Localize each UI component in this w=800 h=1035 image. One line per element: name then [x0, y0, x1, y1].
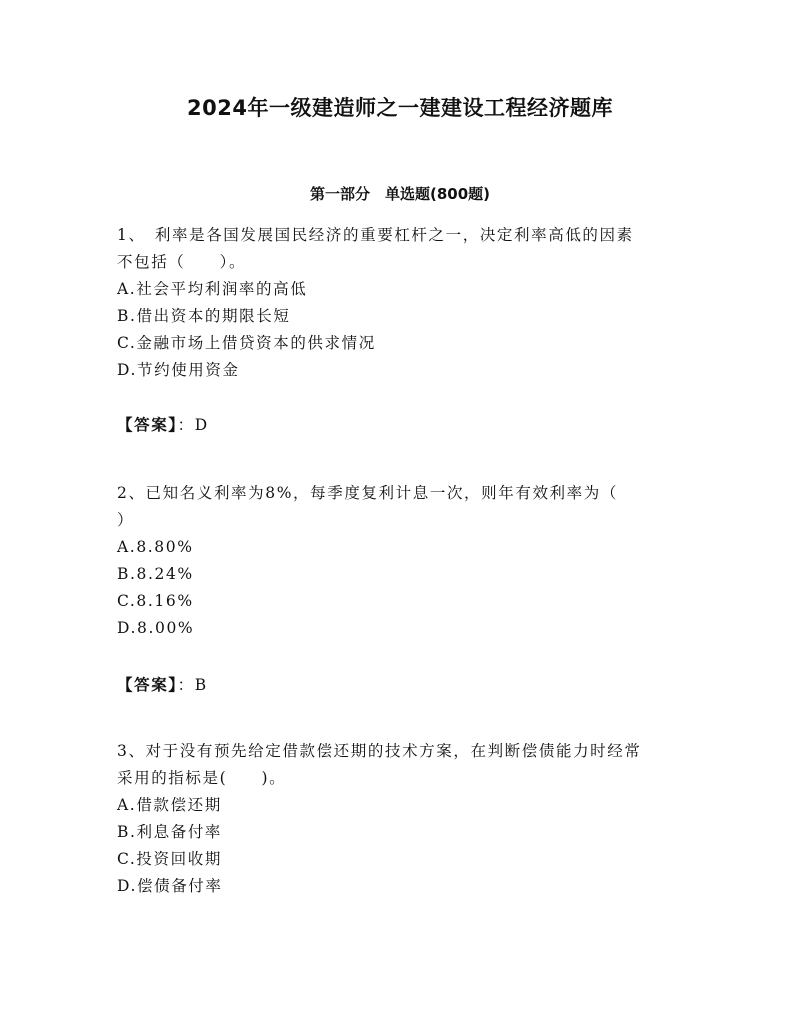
question-3	[117, 738, 687, 900]
question-2-stem-line-1: 2、已知名义利率为8%，每季度复利计息一次，则年有效利率为（	[117, 484, 618, 502]
question-1-option-d: D.节约使用资金	[117, 361, 240, 379]
question-2	[117, 480, 687, 642]
answer-separator: ：	[177, 416, 195, 434]
question-2-option-c: C.8.16%	[117, 592, 194, 610]
answer-label: 【答案】	[117, 416, 178, 434]
answer-value: B	[194, 676, 208, 694]
question-3-option-d: D.偿债备付率	[117, 877, 223, 895]
question-1-option-a: A.社会平均利润率的高低	[117, 280, 308, 298]
question-2-option-d: D.8.00%	[117, 619, 195, 637]
question-3-stem-line-1: 3、对于没有预先给定借款偿还期的技术方案，在判断偿债能力时经常	[117, 742, 642, 760]
question-3-stem-line-2: 采用的指标是( )。	[117, 769, 287, 787]
question-1	[117, 222, 687, 384]
question-1-stem-line-2: 不包括（ ）。	[117, 253, 247, 271]
answer-separator: ：	[177, 676, 195, 694]
question-1-option-b: B.借出资本的期限长短	[117, 307, 291, 325]
answer-label: 【答案】	[117, 676, 178, 694]
question-3-option-b: B.利息备付率	[117, 823, 223, 841]
question-1-answer	[117, 412, 209, 439]
question-2-stem-line-2: ）	[117, 511, 135, 529]
document-title: 2024年一级建造师之一建建设工程经济题库	[187, 96, 613, 120]
section-title: 第一部分 单选题(800题)	[309, 185, 491, 203]
question-1-stem-line-1: 1、 利率是各国发展国民经济的重要杠杆之一，决定利率高低的因素	[117, 226, 634, 244]
question-2-option-a: A.8.80%	[117, 538, 194, 556]
question-2-answer	[117, 672, 208, 699]
question-3-option-a: A.借款偿还期	[117, 796, 222, 814]
question-1-option-c: C.金融市场上借贷资本的供求情况	[117, 334, 376, 352]
answer-value: D	[194, 416, 209, 434]
question-2-option-b: B.8.24%	[117, 565, 194, 583]
question-3-option-c: C.投资回收期	[117, 850, 222, 868]
